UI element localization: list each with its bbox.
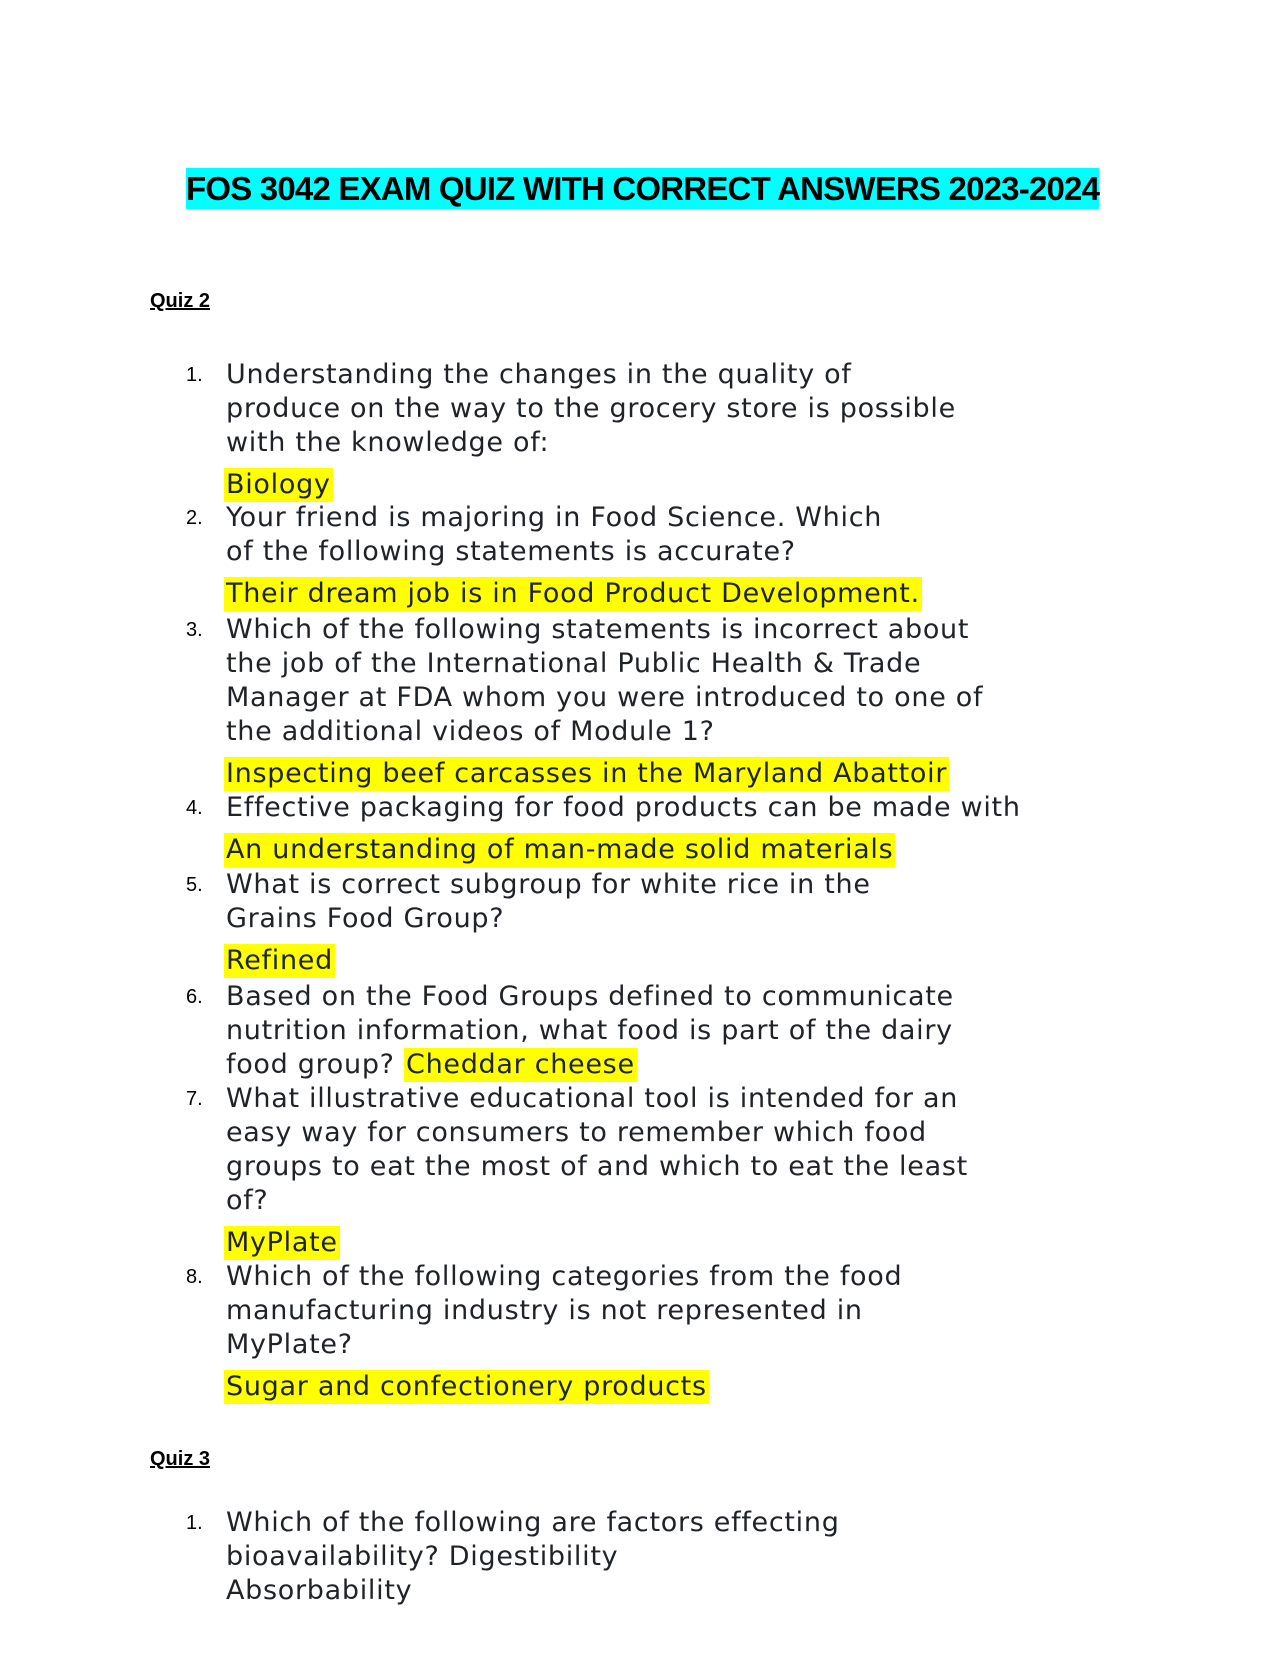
question-item (186, 1506, 1146, 1608)
question-number: 5. (186, 874, 203, 896)
document-title (186, 164, 1146, 214)
question-number: 2. (186, 507, 203, 529)
question-item (186, 358, 1146, 502)
question-text: Which of the following are factors effecting bioavailability? Digestibility Absorbability (226, 1507, 840, 1606)
question-item (186, 980, 1146, 1082)
answer-highlight: MyPlate (226, 1227, 338, 1258)
answer-highlight: Their dream job is in Food Product Development. (226, 578, 920, 609)
question-text (226, 980, 1146, 1082)
question-item (186, 791, 1146, 867)
question-number: 8. (186, 1266, 203, 1288)
question-number: 1. (186, 1512, 203, 1534)
question-text: What illustrative educational tool is intended for an easy way for consumers to remember which food groups to eat the most of and which to eat the least of? (226, 1083, 968, 1216)
question-text: Understanding the changes in the quality of produce on the way to the grocery store is possible with the knowledge of: (226, 359, 956, 458)
answer-highlight: Inspecting beef carcasses in the Maryland Abattoir (226, 758, 948, 789)
question-number: 7. (186, 1088, 203, 1110)
question-text: Your friend is majoring in Food Science. Which of the following statements is accurate? (226, 502, 883, 567)
answer-highlight: Cheddar cheese (406, 1049, 635, 1080)
question-item (186, 868, 1146, 978)
answer-highlight: Refined (226, 945, 333, 976)
question-text: What is correct subgroup for white rice in the Grains Food Group? (226, 869, 871, 934)
question-item (186, 501, 1146, 611)
title-highlight: FOS 3042 EXAM QUIZ WITH CORRECT ANSWERS 2023-2024 (186, 170, 1100, 207)
question-text: Which of the following statements is incorrect about the job of the International Public Health & Trade Manager at FDA whom you were introduced to one of the additional videos of Module 1? (226, 614, 984, 747)
answer-highlight: Biology (226, 469, 331, 500)
question-number: 4. (186, 797, 203, 819)
question-text-content: Based on the Food Groups defined to communicate nutrition information, what food is part of the dairy food group? (226, 981, 954, 1080)
question-item (186, 613, 1146, 791)
question-item (186, 1260, 1146, 1404)
question-number: 6. (186, 986, 203, 1008)
answer-highlight: An understanding of man-made solid materials (226, 834, 894, 865)
question-number: 1. (186, 364, 203, 386)
section-label-quiz-3: Quiz 3 (150, 1448, 211, 1470)
question-text: Effective packaging for food products can be made with (226, 792, 1021, 823)
answer-highlight: Sugar and confectionery products (226, 1371, 707, 1402)
question-number: 3. (186, 619, 203, 641)
question-item (186, 1082, 1146, 1260)
question-text: Which of the following categories from the food manufacturing industry is not represented in MyPlate? (226, 1261, 903, 1360)
section-label-quiz-2: Quiz 2 (150, 290, 211, 312)
